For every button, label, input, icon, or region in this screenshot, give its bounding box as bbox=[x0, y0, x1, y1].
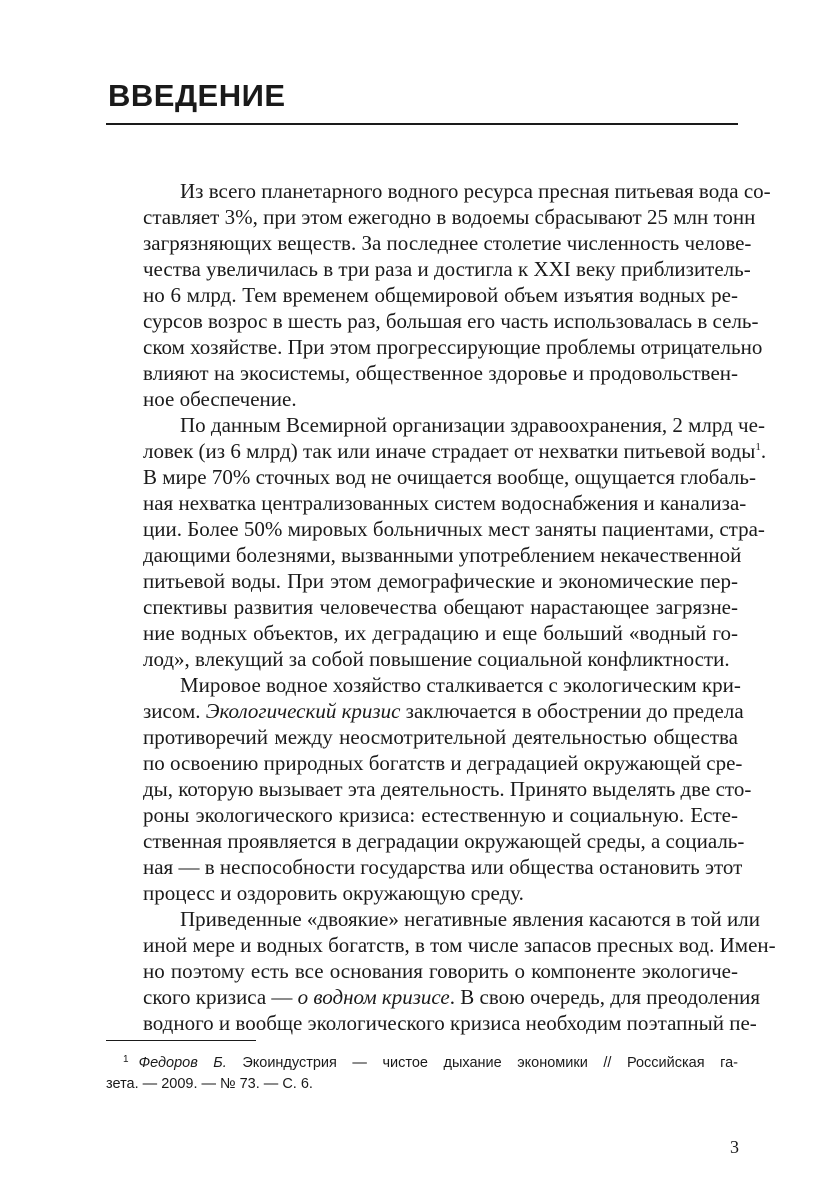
text-line: ние водных объектов, их деградацию и еще больший «водный го- bbox=[143, 621, 738, 645]
chapter-heading: ВВЕДЕНИЕ bbox=[108, 78, 286, 113]
text-line: ском хозяйстве. При этом прогрессирующие проблемы отрицательно bbox=[143, 335, 763, 359]
text-segment: ского кризиса — bbox=[143, 985, 293, 1009]
text-line: Из всего планетарного водного ресурса пресная питьевая вода со- bbox=[180, 179, 771, 203]
text-line: Приведенные «двоякие» негативные явления касаются в той или bbox=[180, 907, 761, 931]
text-line: процесс и оздоровить окружающую среду. bbox=[143, 881, 524, 905]
text-line: питьевой воды. При этом демографические и экономические пер- bbox=[143, 569, 738, 593]
footnote-reference: 1 bbox=[755, 441, 761, 453]
text-line: водного и вообще экологического кризиса необходим поэтапный пе- bbox=[143, 1011, 757, 1035]
text-line-with-italic bbox=[106, 984, 761, 1010]
footnote-author: Федоров Б. bbox=[138, 1055, 227, 1071]
text-line: но 6 млрд. Тем временем общемировой объем изъятия водных ре- bbox=[143, 283, 738, 307]
text-line: сурсов возрос в шесть раз, большая его часть использовалась в сель- bbox=[143, 309, 759, 333]
text-line-content: ловек (из 6 млрд) так или иначе страдает от нехватки питьевой воды bbox=[143, 439, 756, 463]
text-segment: зисом. bbox=[143, 699, 201, 723]
text-line: чества увеличилась в три раза и достигла к XXI веку приблизитель- bbox=[143, 257, 751, 281]
italic-term: о водном кризисе bbox=[297, 985, 450, 1009]
text-segment: . В свою очередь, для преодоления bbox=[449, 985, 761, 1009]
text-line: влияют на экосистемы, общественное здоровье и продовольствен- bbox=[143, 361, 738, 385]
footnote-number: 1 bbox=[123, 1054, 129, 1065]
text-line: ная — в неспособности государства или общества остановить этот bbox=[143, 855, 743, 879]
footnote bbox=[106, 1049, 738, 1095]
paragraph-3 bbox=[106, 672, 752, 906]
footnote-text: Экоиндустрия — чистое дыхание экономики // Российская га- bbox=[242, 1055, 738, 1071]
text-line: ное обеспечение. bbox=[143, 387, 297, 411]
text-line: В мире 70% сточных вод не очищается вообще, ощущается глобаль- bbox=[143, 465, 756, 489]
italic-term: Экологический кризис bbox=[205, 699, 401, 723]
text-line: По данным Всемирной организации здравоохранения, 2 млрд че- bbox=[180, 413, 765, 437]
text-line-with-footnote: ловек (из 6 млрд) так или иначе страдает от нехватки питьевой воды$^1$. bbox=[143, 439, 767, 463]
text-line: ции. Более 50% мировых больничных мест заняты пациентами, стра- bbox=[143, 517, 765, 541]
text-line: загрязняющих веществ. За последнее столетие численность челове- bbox=[143, 231, 752, 255]
text-line: Мировое водное хозяйство сталкивается с экологическим кри- bbox=[180, 673, 741, 697]
text-line: иной мере и водных богатств, в том числе запасов пресных вод. Имен- bbox=[143, 933, 776, 957]
text-line: спективы развития человечества обещают нарастающее загрязне- bbox=[143, 595, 738, 619]
paragraph-2 bbox=[106, 412, 767, 672]
text-line: ставляет 3%, при этом ежегодно в водоемы сбрасывают 25 млн тонн bbox=[143, 205, 756, 229]
text-line: но поэтому есть все основания говорить о компоненте экологиче- bbox=[143, 959, 738, 983]
text-line-with-italic bbox=[106, 698, 744, 724]
paragraph-4 bbox=[106, 906, 776, 1036]
footnote-line: зета. — 2009. — № 73. — С. 6. bbox=[106, 1076, 313, 1092]
text-line: ды, которую вызывает эта деятельность. Принято выделять две сто- bbox=[143, 777, 752, 801]
page-number: 3 bbox=[730, 1137, 739, 1157]
text-line: ственная проявляется в деградации окружающей среды, а социаль- bbox=[143, 829, 745, 853]
text-line: ная нехватка централизованных систем водоснабжения и канализа- bbox=[143, 491, 747, 515]
text-line: лод», влекущий за собой повышение социальной конфликтности. bbox=[143, 647, 730, 671]
footnote-rule bbox=[106, 1040, 256, 1041]
text-segment: заключается в обострении до предела bbox=[405, 699, 744, 723]
paragraph-1 bbox=[106, 178, 771, 412]
text-line: по освоению природных богатств и деградацией окружающей сре- bbox=[143, 751, 743, 775]
body-text bbox=[106, 178, 776, 1036]
heading-rule bbox=[106, 123, 738, 125]
text-line: противоречий между неосмотрительной деятельностью общества bbox=[143, 725, 738, 749]
text-line: роны экологического кризиса: естественную и социальную. Есте- bbox=[143, 803, 738, 827]
text-line: дающими болезнями, вызванными употреблением некачественной bbox=[143, 543, 742, 567]
footnote-line bbox=[106, 1049, 738, 1074]
